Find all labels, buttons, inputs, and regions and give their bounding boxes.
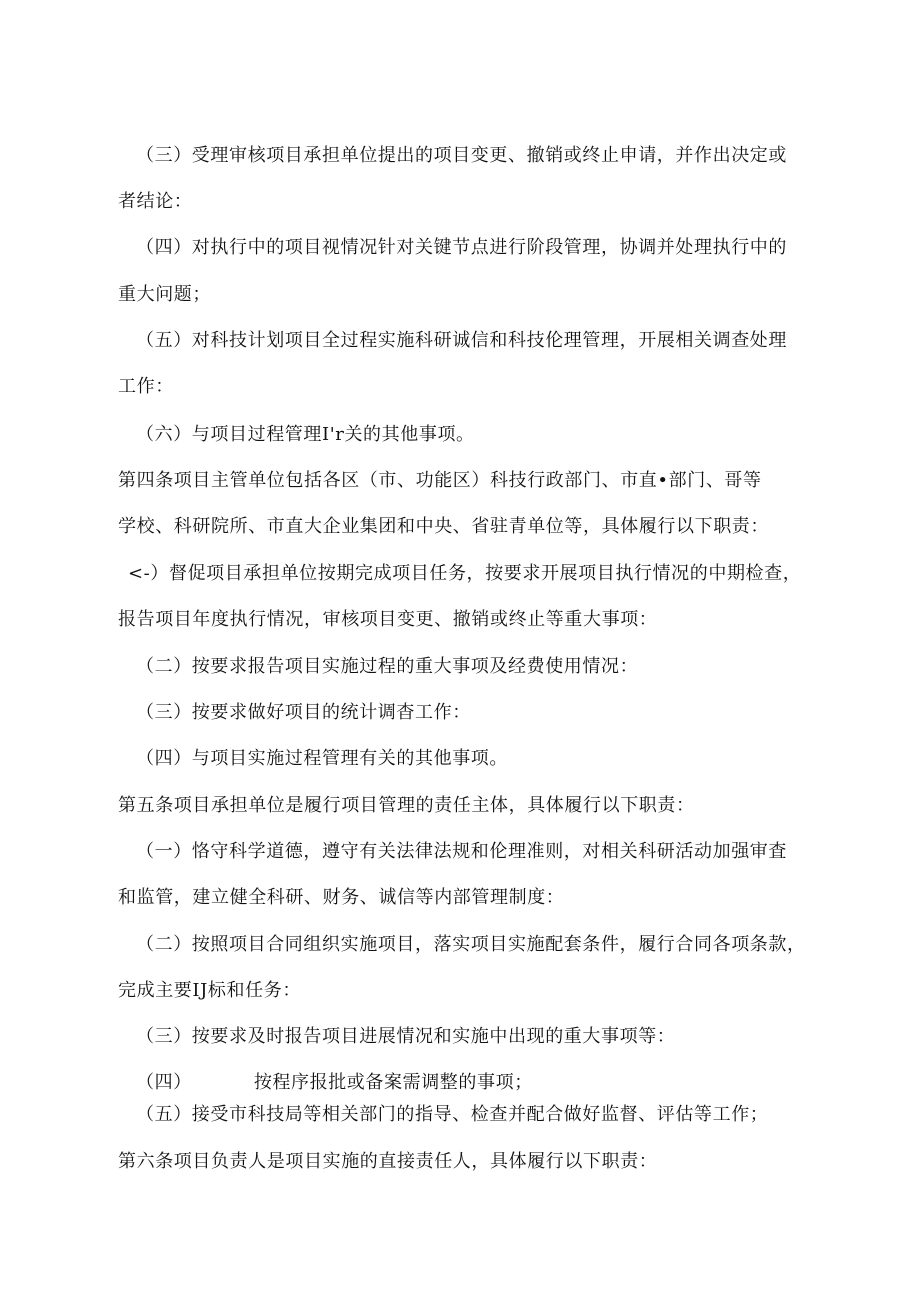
text-line: （五）对科技计划项目全过程实施科研诚信和科技伦理管理，开展相关调查处理 bbox=[136, 330, 787, 351]
text-line bbox=[136, 1071, 533, 1095]
text-line: 报告项目年度执行情况，审核项目变更、撤销或终止等重大事项： bbox=[118, 609, 658, 630]
text-line: （一）恪守科学道德，遵守有关法律法规和伦理准则，对相关科研活动加强审査 bbox=[136, 841, 787, 862]
text-line: 者结论： bbox=[118, 191, 193, 212]
text-line: （五）接受市科技局等相关部门的指导、检查并配合做好监督、评估等工作； bbox=[136, 1104, 769, 1125]
text-line: （二）按照项目合同组织实施项目，落实项目实施配套条件，履行合同各项条款， bbox=[136, 934, 806, 955]
text-line: 学校、科研院所、市直大企业集团和中央、省驻青单位等，具体履行以下职责： bbox=[118, 516, 769, 537]
text-line: 第五条项目承担单位是履行项目管理的责任主体，具体履行以下职责： bbox=[118, 795, 695, 816]
text-line: 重大问题； bbox=[118, 284, 211, 305]
text-line: （三）按要求做好项目的统计调杳工作： bbox=[136, 702, 471, 723]
text-line: 第六条项目负责人是项目实施的直接责任人，具体履行以下职责： bbox=[118, 1151, 658, 1172]
text-line: 第四条项目主管单位包括各区（市、功能区）科技行政部门、市直•部门、哥等 bbox=[118, 470, 762, 491]
item-number: （四） bbox=[136, 1072, 192, 1093]
text-line: 和监管，建立健全科研、财务、诚信等内部管理制度： bbox=[118, 887, 565, 908]
text-line: 完成主要IJ标和任务： bbox=[118, 980, 301, 1001]
text-line: 工作： bbox=[118, 376, 174, 397]
text-line: （二）按要求报告项目实施过程的重大事项及经费使用情况： bbox=[136, 656, 639, 677]
text-line: （四）对执行中的项目视情况针对关键节点进行阶段管理，协调并处理执行中的 bbox=[136, 237, 787, 258]
text-line: <-）督促项目承担单位按期完成项目任务，按要求开展项目执行情况的中期检查， bbox=[128, 563, 802, 584]
text-line: （六）与项目过程管理I'r关的其他事项。 bbox=[136, 424, 475, 445]
item-text: 按程序报批或备案需调整的事项； bbox=[253, 1072, 533, 1093]
text-line: （四）与项目实施过程管理有关的其他事项。 bbox=[136, 748, 508, 769]
text-line: （三）按要求及时报告项目进展情况和实施中出现的重大事项等： bbox=[136, 1026, 676, 1047]
text-line: （三）受理审核项目承担单位提出的项目变更、撤销或终止申请，并作出决定或 bbox=[136, 145, 787, 166]
